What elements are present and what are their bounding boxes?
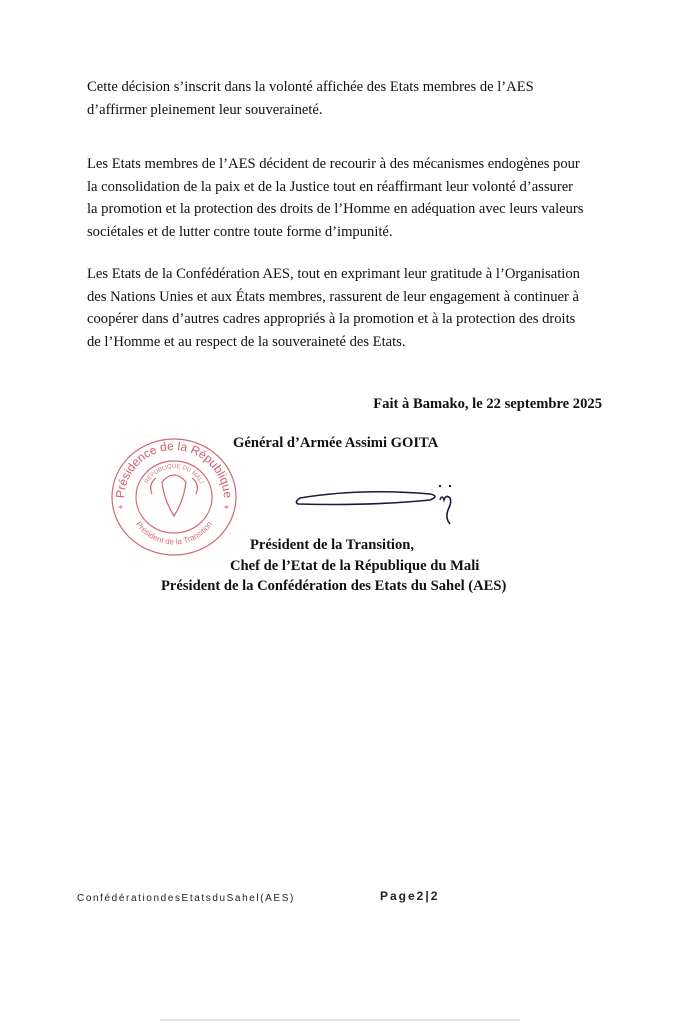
- svg-text:REPUBLIQUE DU MALI: REPUBLIQUE DU MALI: [144, 463, 204, 485]
- signatory-title: Président de la Transition,: [250, 537, 415, 553]
- handwritten-signature: [290, 478, 470, 538]
- text-line: d’affirmer pleinement leur souveraineté.: [87, 101, 323, 118]
- text-line: Les Etats de la Confédération AES, tout en exprimant leur gratitude à l’Organisation: [87, 266, 580, 282]
- text-line: la consolidation de la paix et de la Justice tout en réaffirmant leur volonté d’assurer: [87, 178, 574, 195]
- text-line: des Nations Unies et aux États membres, rassurent de leur engagement à continuer à: [87, 288, 579, 305]
- svg-text:*: *: [224, 504, 229, 515]
- signatory-title: Président de la Confédération des Etats du Sahel (AES): [161, 578, 507, 594]
- svg-text:Président de la Transition: Président de la Transition: [134, 519, 214, 547]
- text-line: de l’Homme et au respect de la souveraineté des Etats.: [87, 333, 406, 350]
- cropped-text-fragment: [160, 1013, 520, 1024]
- paragraph-mechanisms: [87, 153, 597, 243]
- svg-text:*: *: [118, 504, 123, 515]
- official-stamp: [104, 430, 244, 560]
- signatory-name: Général d’Armée Assimi GOITA: [233, 435, 439, 451]
- signatory-title: Chef de l’Etat de la République du Mali: [230, 558, 480, 574]
- svg-text:Présidence de la République: Présidence de la République: [112, 438, 236, 499]
- paragraph-sovereignty: [87, 76, 597, 121]
- place-date: Fait à Bamako, le 22 septembre 2025: [373, 396, 602, 412]
- paragraph-gratitude: [87, 263, 597, 353]
- page-number: Page2|2: [380, 889, 440, 903]
- text-line: Cette décision s’inscrit dans la volonté affichée des Etats membres de l’AES: [87, 79, 534, 95]
- footer-organization: ConfédérationdesEtatsduSahel(AES): [77, 893, 295, 904]
- text-line: la promotion et la protection des droits de l’Homme en adéquation avec leurs valeurs: [87, 201, 584, 217]
- text-line: sociétales et de lutter contre toute forme d’impunité.: [87, 223, 393, 240]
- text-line: coopérer dans d’autres cadres appropriés à la promotion et à la protection des droits: [87, 311, 576, 327]
- text-line: Les Etats membres de l’AES décident de recourir à des mécanismes endogènes pour: [87, 156, 580, 172]
